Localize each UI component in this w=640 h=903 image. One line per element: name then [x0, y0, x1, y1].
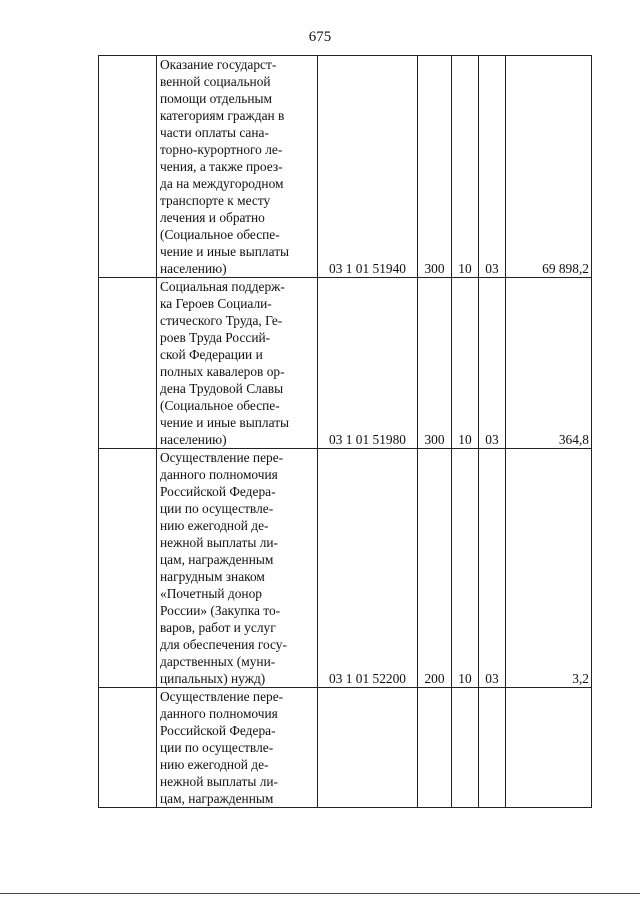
item-name-line: данного полномочия: [160, 706, 278, 721]
item-name-line: роев Труда Россий-: [160, 330, 271, 345]
item-name-line: ка Героев Социали-: [160, 296, 272, 311]
item-name-line: полных кавалеров ор-: [160, 364, 285, 379]
item-name-line: дарственных (муни-: [160, 654, 276, 669]
item-name-line: стического Труда, Ге-: [160, 313, 283, 328]
item-name-line: нежной выплаты ли-: [160, 774, 279, 789]
subsection-cell: 03: [479, 449, 506, 688]
item-name-line: нежной выплаты ли-: [160, 535, 279, 550]
target-code-cell: 03 1 01 52200: [318, 449, 418, 688]
item-name-line: Российской Федера-: [160, 723, 276, 738]
item-name-line: венной социальной: [160, 74, 271, 89]
item-name-line: торно-курортного ле-: [160, 142, 283, 157]
page-number: 675: [308, 29, 332, 45]
section-cell: 10: [452, 56, 479, 278]
item-name-line: ципальных) нужд): [160, 671, 266, 686]
item-name-line: ции по осуществле-: [160, 501, 274, 516]
section-cell: [452, 688, 479, 808]
table-row: [99, 278, 592, 449]
expense-type-cell: 300: [418, 56, 452, 278]
item-name-line: Оказание государст-: [160, 57, 277, 72]
item-name-line: Осуществление пере-: [160, 689, 284, 704]
item-name-line: нагрудным знаком: [160, 569, 265, 584]
item-name-line: (Социальное обеспе-: [160, 227, 280, 242]
item-name-line: Осуществление пере-: [160, 450, 284, 465]
item-name-line: «Почетный донор: [160, 586, 262, 601]
item-name-line: населению): [160, 432, 227, 447]
item-name-line: транспорте к месту: [160, 193, 271, 208]
item-name-line: дена Трудовой Славы: [160, 381, 284, 396]
item-name-cell: [157, 688, 318, 808]
expense-type-cell: 200: [418, 449, 452, 688]
table-row: [99, 688, 592, 808]
item-name-line: нию ежегодной де-: [160, 757, 269, 772]
subsection-cell: 03: [479, 56, 506, 278]
item-name-line: цам, награжденным: [160, 791, 274, 806]
item-name-line: (Социальное обеспе-: [160, 398, 280, 413]
item-name-line: Российской Федера-: [160, 484, 276, 499]
item-name-line: ции по осуществле-: [160, 740, 274, 755]
amount-cell: 69 898,2: [506, 56, 592, 278]
row-number-cell: [99, 688, 157, 808]
item-name-line: чения, а также проез-: [160, 159, 283, 174]
subsection-cell: [479, 688, 506, 808]
amount-cell: 364,8: [506, 278, 592, 449]
item-name-line: чение и иные выплаты: [160, 415, 290, 430]
budget-table: [98, 55, 592, 808]
item-name-line: России» (Закупка то-: [160, 603, 281, 618]
item-name-line: варов, работ и услуг: [160, 620, 276, 635]
budget-table-body: [99, 56, 592, 808]
row-number-cell: [99, 278, 157, 449]
item-name-cell: [157, 449, 318, 688]
item-name-line: категориям граждан в: [160, 108, 285, 123]
section-cell: 10: [452, 449, 479, 688]
item-name-cell: [157, 56, 318, 278]
item-name-line: населению): [160, 261, 227, 276]
item-name-line: данного полномочия: [160, 467, 278, 482]
subsection-cell: 03: [479, 278, 506, 449]
section-cell: 10: [452, 278, 479, 449]
row-number-cell: [99, 56, 157, 278]
item-name-line: лечения и обратно: [160, 210, 265, 225]
scan-bottom-rule: [0, 893, 640, 894]
item-name-line: чение и иные выплаты: [160, 244, 290, 259]
amount-cell: [506, 688, 592, 808]
row-number-cell: [99, 449, 157, 688]
item-name-line: части оплаты сана-: [160, 125, 269, 140]
expense-type-cell: 300: [418, 278, 452, 449]
amount-cell: 3,2: [506, 449, 592, 688]
item-name-line: цам, награжденным: [160, 552, 274, 567]
item-name-line: помощи отдельным: [160, 91, 272, 106]
target-code-cell: 03 1 01 51980: [318, 278, 418, 449]
item-name-line: нию ежегодной де-: [160, 518, 269, 533]
table-row: [99, 56, 592, 278]
target-code-cell: [318, 688, 418, 808]
expense-type-cell: [418, 688, 452, 808]
item-name-line: Социальная поддерж-: [160, 279, 285, 294]
item-name-line: ской Федерации и: [160, 347, 263, 362]
item-name-line: да на междугородном: [160, 176, 284, 191]
item-name-cell: [157, 278, 318, 449]
target-code-cell: 03 1 01 51940: [318, 56, 418, 278]
table-row: [99, 449, 592, 688]
item-name-line: для обеспечения госу-: [160, 637, 287, 652]
